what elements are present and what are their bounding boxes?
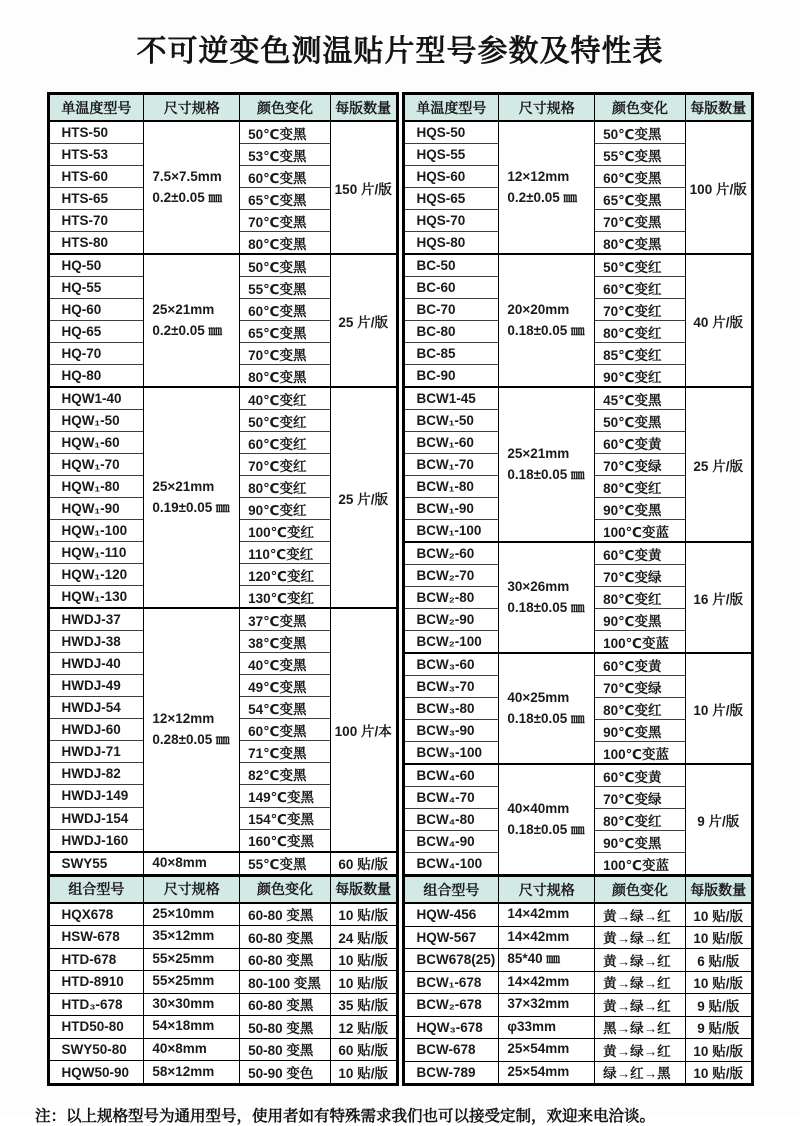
model-cell: HQ-50: [48, 254, 144, 277]
color-change-cell: 80℃变黑: [240, 365, 331, 388]
combo-color-change-cell: 绿→红→黑: [595, 1061, 686, 1085]
color-change-cell: 60℃变黑: [240, 719, 331, 741]
combo-size-cell: 40×8mm: [144, 1038, 240, 1061]
single-column-header-0: 单温度型号: [48, 94, 144, 122]
model-cell: BCW₄-80: [403, 809, 499, 831]
left-half-table: [47, 92, 399, 1086]
quantity-cell: 16 片/版: [685, 542, 752, 653]
model-cell: HWDJ-54: [48, 697, 144, 719]
model-cell: HQW₁-110: [48, 542, 144, 564]
model-cell: SWY55: [48, 852, 144, 876]
model-cell: HWDJ-71: [48, 741, 144, 763]
single-column-header-3: 每版数量: [330, 94, 397, 122]
footnote: 注：以上规格型号为通用型号，使用者如有特殊需求我们也可以接受定制，欢迎来电洽谈。: [35, 1108, 656, 1125]
color-change-cell: 70℃变绿: [595, 787, 686, 809]
combo-size-cell: 25×10mm: [144, 903, 240, 926]
combo-color-change-cell: 60-80 变黑: [240, 903, 331, 926]
color-change-cell: 60℃变红: [240, 432, 331, 454]
combo-size-cell: 25×54mm: [499, 1039, 595, 1062]
color-change-cell: 37℃变黑: [240, 608, 331, 631]
model-cell: BCW₂-100: [403, 631, 499, 654]
model-cell: HWDJ-160: [48, 829, 144, 852]
table-row: [48, 852, 397, 876]
model-cell: BCW₁-90: [403, 498, 499, 520]
combo-color-change-cell: 50-80 变黑: [240, 1038, 331, 1061]
size-cell: 25×21mm 0.19±0.05 ㎜: [144, 387, 240, 608]
combo-size-cell: 55×25mm: [144, 971, 240, 994]
combo-column-header-1: 尺寸规格: [144, 875, 240, 903]
combo-color-change-cell: 60-80 变黑: [240, 948, 331, 971]
combo-table-row: [48, 1038, 397, 1061]
quantity-cell: 40 片/版: [685, 254, 752, 387]
combo-size-cell: 58×12mm: [144, 1061, 240, 1085]
color-change-cell: 65℃变黑: [240, 321, 331, 343]
combo-model-cell: BCW₁-678: [403, 971, 499, 994]
combo-size-cell: 85*40 ㎜: [499, 949, 595, 972]
model-cell: BCW₄-90: [403, 831, 499, 853]
color-change-cell: 40℃变红: [240, 387, 331, 410]
combo-color-change-cell: 黄→绿→红: [595, 903, 686, 926]
color-change-cell: 53℃变黑: [240, 144, 331, 166]
model-cell: HWDJ-149: [48, 785, 144, 807]
quantity-cell: 9 片/版: [685, 764, 752, 876]
color-change-cell: 90℃变黑: [595, 831, 686, 853]
combo-size-cell: 55×25mm: [144, 948, 240, 971]
size-cell: 25×21mm 0.2±0.05 ㎜: [144, 254, 240, 387]
color-change-cell: 50℃变黑: [240, 121, 331, 144]
color-change-cell: 80℃变红: [595, 321, 686, 343]
combo-model-cell: HTD-678: [48, 948, 144, 971]
color-change-cell: 49℃变黑: [240, 675, 331, 697]
model-cell: BCW₂-70: [403, 565, 499, 587]
single-header-row: [403, 94, 752, 122]
color-change-cell: 38℃变黑: [240, 631, 331, 653]
color-change-cell: 55℃变黑: [240, 852, 331, 876]
model-cell: HTS-50: [48, 121, 144, 144]
model-cell: HTS-80: [48, 232, 144, 255]
model-cell: BC-60: [403, 277, 499, 299]
color-change-cell: 70℃变红: [595, 299, 686, 321]
combo-column-header-3: 每版数量: [330, 875, 397, 903]
combo-column-header-3: 每版数量: [685, 876, 752, 904]
color-change-cell: 50℃变红: [595, 254, 686, 277]
combo-color-change-cell: 黄→绿→红: [595, 1039, 686, 1062]
page-title: 不可逆变色测温贴片型号参数及特性表: [136, 35, 664, 68]
color-change-cell: 65℃变黑: [240, 188, 331, 210]
table-row: [403, 653, 752, 676]
quantity-cell: 10 片/版: [685, 653, 752, 764]
model-cell: HWDJ-38: [48, 631, 144, 653]
color-change-cell: 55℃变黑: [595, 144, 686, 166]
color-change-cell: 80℃变红: [595, 698, 686, 720]
model-cell: BCW₂-90: [403, 609, 499, 631]
combo-size-cell: 37×32mm: [499, 994, 595, 1017]
color-change-cell: 70℃变黑: [240, 210, 331, 232]
size-cell: 12×12mm 0.28±0.05 ㎜: [144, 608, 240, 851]
model-cell: HWDJ-154: [48, 807, 144, 829]
color-change-cell: 80℃变黑: [240, 232, 331, 255]
single-column-header-1: 尺寸规格: [499, 94, 595, 122]
model-cell: HWDJ-37: [48, 608, 144, 631]
model-cell: BCW₃-90: [403, 720, 499, 742]
color-change-cell: 45℃变黑: [595, 387, 686, 410]
quantity-cell: 100 片/本: [330, 608, 397, 851]
color-change-cell: 40℃变黑: [240, 653, 331, 675]
color-change-cell: 70℃变红: [240, 454, 331, 476]
model-cell: BC-50: [403, 254, 499, 277]
color-change-cell: 50℃变黑: [595, 410, 686, 432]
model-cell: HQW₁-130: [48, 586, 144, 609]
color-change-cell: 80℃变红: [240, 476, 331, 498]
table-row: [403, 121, 752, 144]
spec-tables: [0, 92, 800, 1086]
combo-quantity-cell: 10 贴/版: [685, 1039, 752, 1062]
model-cell: BCW₃-60: [403, 653, 499, 676]
model-cell: HQ-65: [48, 321, 144, 343]
combo-model-cell: HQW₃-678: [403, 1016, 499, 1039]
model-cell: BCW₄-60: [403, 764, 499, 787]
table-row: [48, 387, 397, 410]
model-cell: HWDJ-60: [48, 719, 144, 741]
combo-model-cell: BCW-789: [403, 1061, 499, 1085]
quantity-cell: 25 片/版: [685, 387, 752, 542]
color-change-cell: 160℃变黑: [240, 829, 331, 852]
combo-table-row: [403, 1061, 752, 1085]
combo-model-cell: HQX678: [48, 903, 144, 926]
combo-table-row: [48, 948, 397, 971]
size-cell: 40×40mm 0.18±0.05 ㎜: [499, 764, 595, 876]
combo-quantity-cell: 10 贴/版: [685, 971, 752, 994]
combo-color-change-cell: 黄→绿→红: [595, 971, 686, 994]
combo-quantity-cell: 10 贴/版: [685, 1061, 752, 1085]
combo-header-row: [403, 876, 752, 904]
combo-quantity-cell: 10 贴/版: [330, 948, 397, 971]
size-cell: 40×8mm: [144, 852, 240, 876]
single-column-header-1: 尺寸规格: [144, 94, 240, 122]
quantity-cell: 100 片/版: [685, 121, 752, 254]
single-column-header-2: 颜色变化: [240, 94, 331, 122]
model-cell: BCW₁-50: [403, 410, 499, 432]
combo-quantity-cell: 10 贴/版: [685, 926, 752, 949]
combo-quantity-cell: 12 贴/版: [330, 1016, 397, 1039]
color-change-cell: 70℃变绿: [595, 454, 686, 476]
combo-quantity-cell: 9 贴/版: [685, 1016, 752, 1039]
color-change-cell: 100℃变蓝: [595, 520, 686, 543]
color-change-cell: 70℃变黑: [595, 210, 686, 232]
quantity-cell: 60 贴/版: [330, 852, 397, 876]
quantity-cell: 25 片/版: [330, 387, 397, 608]
model-cell: BCW₄-100: [403, 853, 499, 876]
single-column-header-2: 颜色变化: [595, 94, 686, 122]
model-cell: HQS-50: [403, 121, 499, 144]
color-change-cell: 80℃变红: [595, 587, 686, 609]
model-cell: HQW₁-120: [48, 564, 144, 586]
model-cell: HTS-70: [48, 210, 144, 232]
single-header-row: [48, 94, 397, 122]
model-cell: HQ-80: [48, 365, 144, 388]
combo-table-row: [48, 926, 397, 949]
model-cell: BC-85: [403, 343, 499, 365]
color-change-cell: 70℃变绿: [595, 676, 686, 698]
size-cell: 40×25mm 0.18±0.05 ㎜: [499, 653, 595, 764]
table-row: [48, 608, 397, 631]
combo-color-change-cell: 黄→绿→红: [595, 926, 686, 949]
model-cell: HQS-60: [403, 166, 499, 188]
color-change-cell: 90℃变黑: [595, 609, 686, 631]
color-change-cell: 70℃变黑: [240, 343, 331, 365]
combo-quantity-cell: 10 贴/版: [330, 971, 397, 994]
color-change-cell: 80℃变红: [595, 809, 686, 831]
model-cell: BC-90: [403, 365, 499, 388]
combo-table-row: [48, 1061, 397, 1085]
combo-table-row: [403, 971, 752, 994]
model-cell: HQW₁-60: [48, 432, 144, 454]
combo-table-row: [403, 1016, 752, 1039]
model-cell: HQS-70: [403, 210, 499, 232]
size-cell: 20×20mm 0.18±0.05 ㎜: [499, 254, 595, 387]
combo-quantity-cell: 60 贴/版: [330, 1038, 397, 1061]
color-change-cell: 60℃变黄: [595, 542, 686, 565]
combo-color-change-cell: 50-80 变黑: [240, 1016, 331, 1039]
color-change-cell: 60℃变黄: [595, 432, 686, 454]
combo-model-cell: SWY50-80: [48, 1038, 144, 1061]
combo-table-row: [48, 971, 397, 994]
model-cell: BCW₁-60: [403, 432, 499, 454]
model-cell: HWDJ-40: [48, 653, 144, 675]
model-cell: BCW₂-80: [403, 587, 499, 609]
color-change-cell: 60℃变黑: [240, 299, 331, 321]
color-change-cell: 149℃变黑: [240, 785, 331, 807]
color-change-cell: 60℃变黄: [595, 653, 686, 676]
table-row: [403, 387, 752, 410]
color-change-cell: 90℃变红: [595, 365, 686, 388]
combo-table-row: [403, 903, 752, 926]
model-cell: BCW₁-80: [403, 476, 499, 498]
combo-color-change-cell: 60-80 变黑: [240, 993, 331, 1016]
combo-size-cell: 14×42mm: [499, 903, 595, 926]
color-change-cell: 60℃变黑: [240, 166, 331, 188]
combo-color-change-cell: 50-90 变色: [240, 1061, 331, 1085]
size-cell: 25×21mm 0.18±0.05 ㎜: [499, 387, 595, 542]
size-cell: 30×26mm 0.18±0.05 ㎜: [499, 542, 595, 653]
single-column-header-0: 单温度型号: [403, 94, 499, 122]
color-change-cell: 60℃变黄: [595, 764, 686, 787]
color-change-cell: 70℃变绿: [595, 565, 686, 587]
color-change-cell: 54℃变黑: [240, 697, 331, 719]
color-change-cell: 154℃变黑: [240, 807, 331, 829]
combo-quantity-cell: 10 贴/版: [685, 903, 752, 926]
combo-model-cell: BCW-678: [403, 1039, 499, 1062]
model-cell: BCW₁-100: [403, 520, 499, 543]
combo-size-cell: φ33mm: [499, 1016, 595, 1039]
combo-quantity-cell: 10 贴/版: [330, 903, 397, 926]
combo-size-cell: 25×54mm: [499, 1061, 595, 1085]
combo-model-cell: HQW50-90: [48, 1061, 144, 1085]
combo-color-change-cell: 黄→绿→红: [595, 994, 686, 1017]
combo-model-cell: HSW-678: [48, 926, 144, 949]
model-cell: HQW₁-100: [48, 520, 144, 542]
color-change-cell: 80℃变黑: [595, 232, 686, 255]
model-cell: HTS-60: [48, 166, 144, 188]
combo-quantity-cell: 10 贴/版: [330, 1061, 397, 1085]
combo-column-header-2: 颜色变化: [595, 876, 686, 904]
color-change-cell: 110℃变红: [240, 542, 331, 564]
color-change-cell: 120℃变红: [240, 564, 331, 586]
combo-color-change-cell: 60-80 变黑: [240, 926, 331, 949]
model-cell: HQW₁-50: [48, 410, 144, 432]
combo-table-row: [403, 994, 752, 1017]
table-row: [48, 121, 397, 144]
size-cell: 12×12mm 0.2±0.05 ㎜: [499, 121, 595, 254]
color-change-cell: 55℃变黑: [240, 277, 331, 299]
size-cell: 7.5×7.5mm 0.2±0.05 ㎜: [144, 121, 240, 254]
combo-quantity-cell: 9 贴/版: [685, 994, 752, 1017]
combo-size-cell: 14×42mm: [499, 926, 595, 949]
combo-model-cell: BCW678(25): [403, 949, 499, 972]
combo-model-cell: HTD50-80: [48, 1016, 144, 1039]
color-change-cell: 60℃变黑: [595, 166, 686, 188]
model-cell: BCW₃-80: [403, 698, 499, 720]
combo-table-row: [403, 926, 752, 949]
combo-size-cell: 54×18mm: [144, 1016, 240, 1039]
table-row: [403, 542, 752, 565]
model-cell: HWDJ-49: [48, 675, 144, 697]
combo-column-header-2: 颜色变化: [240, 875, 331, 903]
combo-table-row: [48, 903, 397, 926]
model-cell: HTS-65: [48, 188, 144, 210]
model-cell: HQW₁-70: [48, 454, 144, 476]
color-change-cell: 90℃变红: [240, 498, 331, 520]
model-cell: BCW₂-60: [403, 542, 499, 565]
combo-quantity-cell: 35 贴/版: [330, 993, 397, 1016]
right-half-table: [402, 92, 754, 1086]
model-cell: BCW₄-70: [403, 787, 499, 809]
model-cell: BC-70: [403, 299, 499, 321]
combo-model-cell: HTD-8910: [48, 971, 144, 994]
table-row: [403, 764, 752, 787]
model-cell: HQ-70: [48, 343, 144, 365]
single-column-header-3: 每版数量: [685, 94, 752, 122]
combo-model-cell: BCW₂-678: [403, 994, 499, 1017]
color-change-cell: 80℃变红: [595, 476, 686, 498]
combo-size-cell: 30×30mm: [144, 993, 240, 1016]
table-row: [403, 254, 752, 277]
combo-model-cell: HQW-456: [403, 903, 499, 926]
combo-model-cell: HTD₃-678: [48, 993, 144, 1016]
table-row: [48, 254, 397, 277]
model-cell: HWDJ-82: [48, 763, 144, 785]
combo-quantity-cell: 24 贴/版: [330, 926, 397, 949]
color-change-cell: 50℃变黑: [595, 121, 686, 144]
color-change-cell: 100℃变蓝: [595, 853, 686, 876]
combo-table-row: [403, 949, 752, 972]
quantity-cell: 25 片/版: [330, 254, 397, 387]
combo-size-cell: 14×42mm: [499, 971, 595, 994]
combo-color-change-cell: 黄→绿→红: [595, 949, 686, 972]
model-cell: HQS-55: [403, 144, 499, 166]
color-change-cell: 71℃变黑: [240, 741, 331, 763]
model-cell: HQ-55: [48, 277, 144, 299]
combo-color-change-cell: 80-100 变黑: [240, 971, 331, 994]
combo-size-cell: 35×12mm: [144, 926, 240, 949]
color-change-cell: 100℃变红: [240, 520, 331, 542]
combo-color-change-cell: 黑→绿→红: [595, 1016, 686, 1039]
color-change-cell: 65℃变黑: [595, 188, 686, 210]
model-cell: HQW₁-80: [48, 476, 144, 498]
combo-column-header-1: 尺寸规格: [499, 876, 595, 904]
color-change-cell: 50℃变黑: [240, 254, 331, 277]
model-cell: HTS-53: [48, 144, 144, 166]
combo-header-row: [48, 875, 397, 903]
model-cell: BCW1-45: [403, 387, 499, 410]
color-change-cell: 82℃变黑: [240, 763, 331, 785]
color-change-cell: 50℃变红: [240, 410, 331, 432]
model-cell: HQS-80: [403, 232, 499, 255]
quantity-cell: 150 片/版: [330, 121, 397, 254]
color-change-cell: 130℃变红: [240, 586, 331, 609]
model-cell: HQS-65: [403, 188, 499, 210]
model-cell: BCW₁-70: [403, 454, 499, 476]
combo-table-row: [403, 1039, 752, 1062]
combo-model-cell: HQW-567: [403, 926, 499, 949]
model-cell: BC-80: [403, 321, 499, 343]
combo-quantity-cell: 6 贴/版: [685, 949, 752, 972]
combo-column-header-0: 组合型号: [403, 876, 499, 904]
combo-column-header-0: 组合型号: [48, 875, 144, 903]
model-cell: HQW1-40: [48, 387, 144, 410]
color-change-cell: 85℃变红: [595, 343, 686, 365]
combo-table-row: [48, 1016, 397, 1039]
combo-table-row: [48, 993, 397, 1016]
color-change-cell: 90℃变黑: [595, 720, 686, 742]
color-change-cell: 100℃变蓝: [595, 631, 686, 654]
model-cell: BCW₃-100: [403, 742, 499, 765]
model-cell: BCW₃-70: [403, 676, 499, 698]
model-cell: HQW₁-90: [48, 498, 144, 520]
color-change-cell: 60℃变红: [595, 277, 686, 299]
model-cell: HQ-60: [48, 299, 144, 321]
color-change-cell: 100℃变蓝: [595, 742, 686, 765]
color-change-cell: 90℃变黑: [595, 498, 686, 520]
